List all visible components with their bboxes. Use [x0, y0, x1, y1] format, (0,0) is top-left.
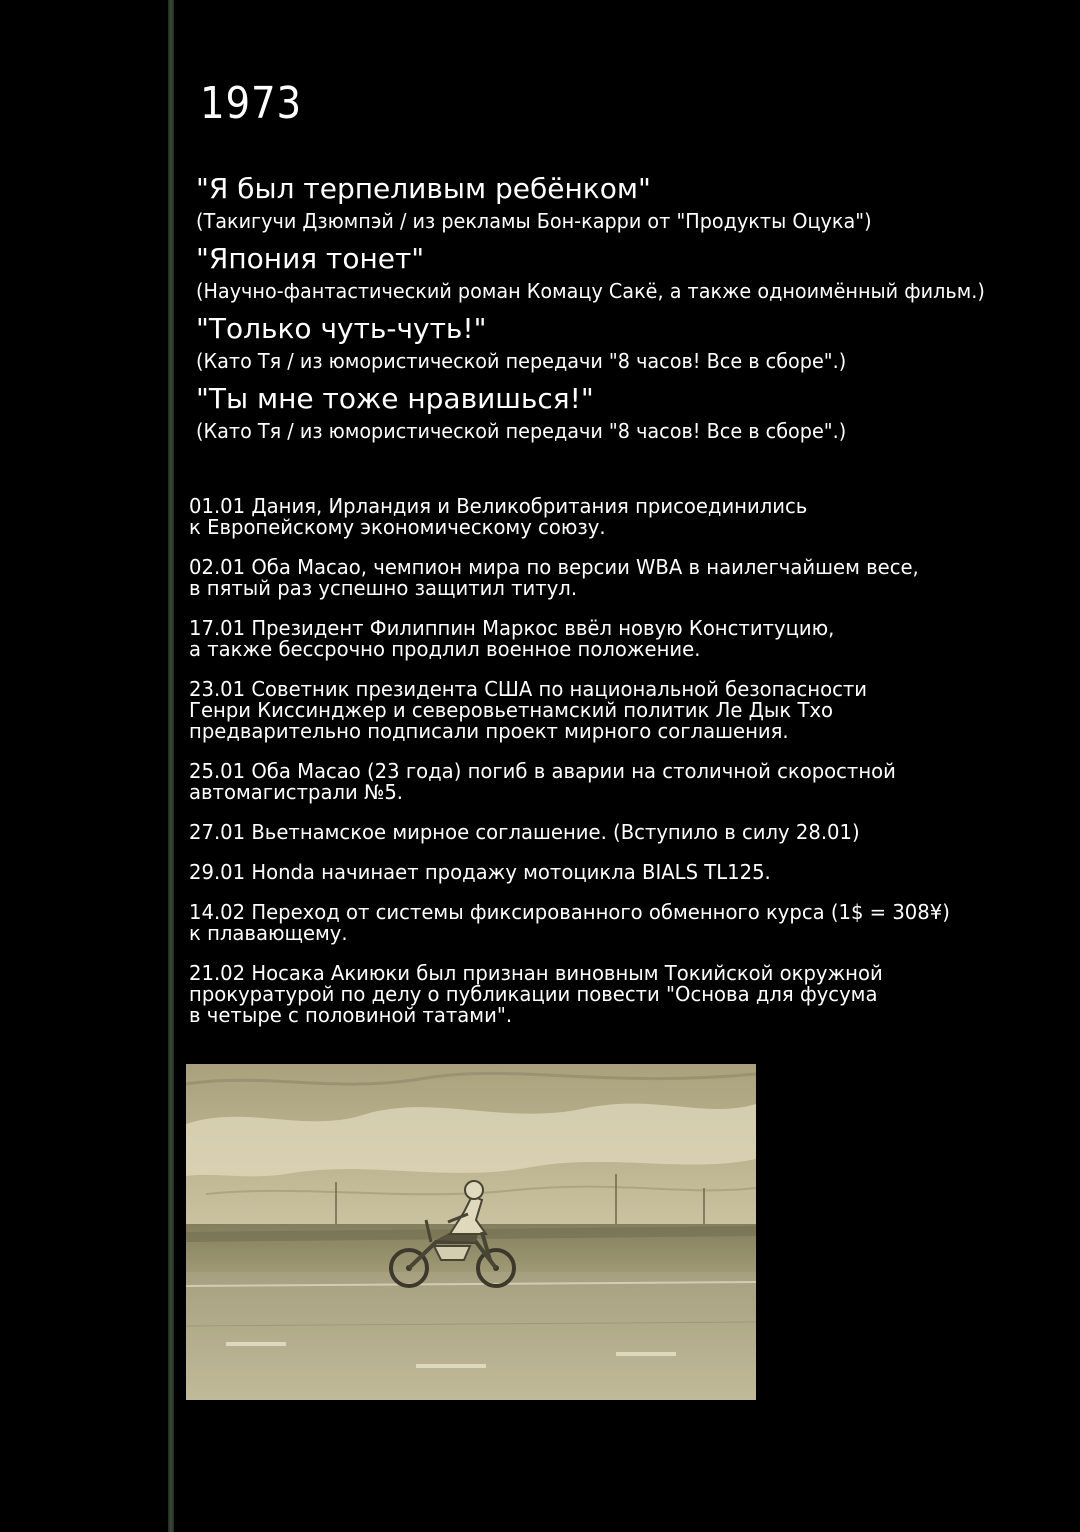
- motorcycle-illustration: [186, 1064, 756, 1400]
- page-spine: [168, 0, 174, 1532]
- quote-title: "Только чуть-чуть!": [196, 312, 487, 345]
- quote-item: [196, 242, 1056, 306]
- quote-item: [196, 312, 1056, 376]
- event-item: 25.01 Оба Масао (23 года) погиб в аварии на столичной скоростной автомагистрали №5.: [189, 759, 896, 804]
- event-item: 14.02 Переход от системы фиксированного обменного курса (1$ = 308¥) к плавающему.: [189, 900, 950, 945]
- quote-item: [196, 172, 1056, 236]
- quote-item: [196, 382, 1056, 446]
- event-item: 02.01 Оба Масао, чемпион мира по версии WBA в наилегчайшем весе, в пятый раз успешно защитил титул.: [189, 555, 919, 600]
- quote-title: "Ты мне тоже нравишься!": [196, 382, 594, 415]
- quote-source: (Като Тя / из юмористической передачи "8 часов! Все в сборе".): [196, 419, 847, 443]
- event-item: 29.01 Honda начинает продажу мотоцикла BIALS TL125.: [189, 860, 771, 884]
- event-item: 21.02 Носака Акиюки был признан виновным Токийской окружной прокуратурой по делу о публикации повести "Основа для фусума в четыре с половиной татами".: [189, 961, 883, 1027]
- event-item: 23.01 Советник президента США по национальной безопасности Генри Киссинджер и северовьетнамский политик Ле Дык Тхо предварительно подписали проект мирного соглашения.: [189, 677, 868, 743]
- quote-source: (Научно-фантастический роман Комацу Сакё, а также одноимённый фильм.): [196, 279, 985, 303]
- quote-source: (Като Тя / из юмористической передачи "8 часов! Все в сборе".): [196, 349, 847, 373]
- event-item: 27.01 Вьетнамское мирное соглашение. (Вступило в силу 28.01): [189, 820, 860, 844]
- year-heading: 1973: [200, 78, 303, 129]
- event-item: 01.01 Дания, Ирландия и Великобритания присоединились к Европейскому экономическому союзу.: [189, 494, 808, 539]
- quotes-list: [196, 172, 1056, 452]
- quote-source: (Такигучи Дзюмпэй / из рекламы Бон-карри от "Продукты Оцука"): [196, 209, 872, 233]
- events-list: [189, 496, 1069, 1045]
- event-item: 17.01 Президент Филиппин Маркос ввёл новую Конституцию, а также бессрочно продлил военное положение.: [189, 616, 835, 661]
- quote-title: "Япония тонет": [196, 242, 425, 275]
- quote-title: "Я был терпеливым ребёнком": [196, 172, 651, 205]
